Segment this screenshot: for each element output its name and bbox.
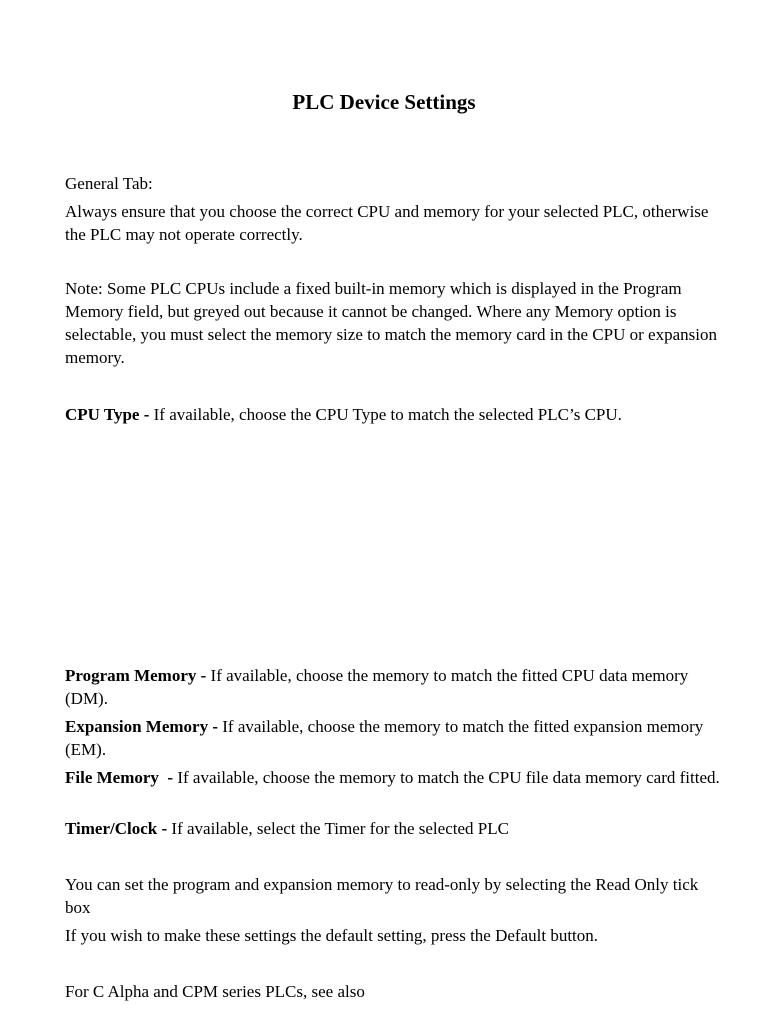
timer-clock-label: Timer/Clock - — [65, 819, 168, 838]
program-memory-label: Program Memory - — [65, 666, 207, 685]
timer-clock-paragraph — [65, 817, 725, 840]
timer-clock-text: If available, select the Timer for the selected PLC — [167, 819, 509, 838]
see-also-paragraph: For C Alpha and CPM series PLCs, see also — [65, 982, 365, 1001]
file-memory-paragraph — [65, 766, 725, 789]
read-only-paragraph: You can set the program and expansion memory to read-only by selecting the Read Only tick box — [65, 875, 699, 917]
program-memory-text: If available, choose the memory to match the fitted CPU data memory (DM). — [65, 666, 689, 708]
file-memory-label: File Memory - — [65, 768, 174, 787]
fixed-memory-note: Note: Some PLC CPUs include a fixed built-in memory which is displayed in the Program Memory field, but greyed out because it cannot be changed. Where any Memory option is selectable, you must select the memory size to match the memory card in the CPU or expansion memory. — [65, 279, 717, 367]
cpu-type-paragraph — [65, 403, 725, 426]
program-memory-paragraph — [65, 664, 725, 710]
expansion-memory-text: If available, choose the memory to match the fitted expansion memory (EM). — [65, 717, 704, 759]
expansion-memory-label: Expansion Memory - — [65, 717, 218, 736]
cpu-type-label: CPU Type - — [65, 405, 150, 424]
expansion-memory-paragraph — [65, 715, 725, 761]
file-memory-text: If available, choose the memory to match the CPU file data memory card fitted. — [173, 768, 720, 787]
general-tab-heading: General Tab: — [65, 174, 153, 193]
cpu-type-text: If available, choose the CPU Type to match the selected PLC’s CPU. — [149, 405, 622, 424]
page-title: PLC Device Settings — [292, 90, 476, 114]
cpu-memory-instruction: Always ensure that you choose the correct CPU and memory for your selected PLC, otherwise the PLC may not operate correctly. — [65, 202, 709, 244]
default-setting-paragraph: If you wish to make these settings the default setting, press the Default button. — [65, 926, 599, 945]
